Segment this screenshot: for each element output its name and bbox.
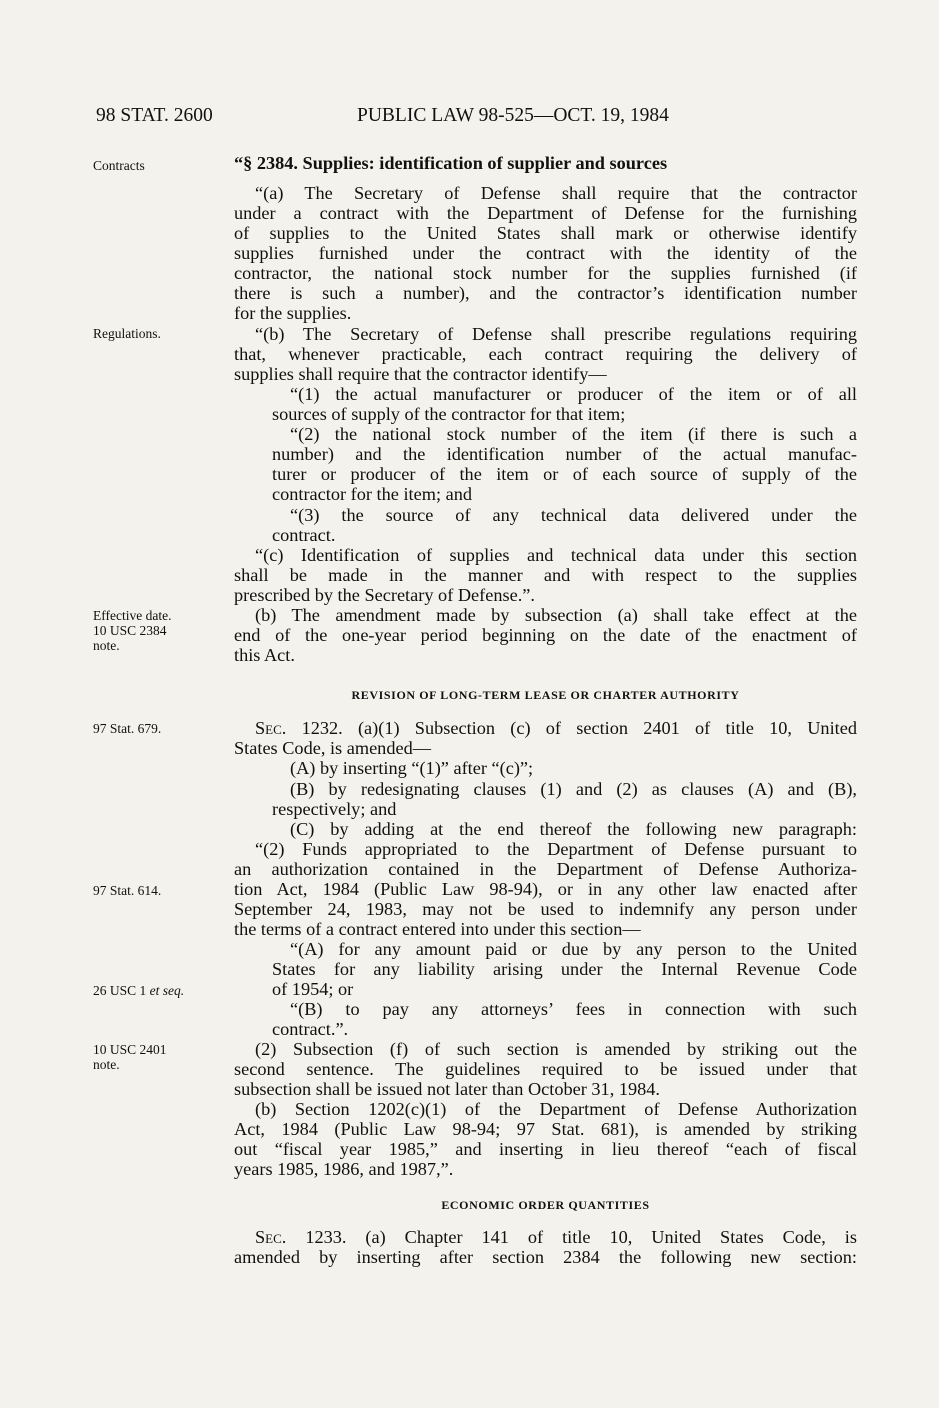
text-line: (B) by redesignating clauses (1) and (2) as clauses (A) and (B),	[290, 779, 857, 799]
text-line: amended by inserting after section 2384 the following new section:	[234, 1247, 857, 1267]
heading-revision-lease: REVISION OF LONG-TERM LEASE OR CHARTER AUTHORITY	[351, 688, 740, 702]
text-line: of 1954; or	[272, 979, 354, 999]
text-line: respectively; and	[272, 799, 397, 819]
text-line: under a contract with the Department of Defense for the furnishing	[234, 203, 857, 223]
text-line: supplies furnished under the contract with the identity of the	[234, 243, 857, 263]
text-line: “(3) the source of any technical data delivered under the	[290, 505, 857, 525]
text-line: “(A) for any amount paid or due by any person to the United	[290, 939, 857, 959]
text-line: “(a) The Secretary of Defense shall require that the contractor	[255, 183, 857, 203]
margin-note-line: note.	[93, 638, 120, 653]
margin-note-line: Effective date.	[93, 608, 172, 623]
text-line: “(2) the national stock number of the item (if there is such a	[290, 424, 857, 444]
text-line: out “fiscal year 1985,” and inserting in lieu thereof “each of fiscal	[234, 1139, 857, 1159]
text-line: there is such a number), and the contractor’s identification number	[234, 283, 857, 303]
margin-note-contracts: Contracts	[93, 158, 145, 173]
text-line: second sentence. The guidelines required to be issued under that	[234, 1059, 857, 1079]
text-line: “(2) Funds appropriated to the Department of Defense pursuant to	[255, 839, 857, 859]
margin-note-italic: et seq.	[149, 983, 185, 998]
text-line: “(1) the actual manufacturer or producer of the item or of all	[290, 384, 857, 404]
margin-note-line: note.	[93, 1057, 120, 1072]
text-line: years 1985, 1986, and 1987,”.	[234, 1159, 454, 1179]
text-line: Act, 1984 (Public Law 98-94; 97 Stat. 681), is amended by striking	[234, 1119, 857, 1139]
margin-note-line: 10 USC 2401	[93, 1042, 167, 1057]
text-line: prescribed by the Secretary of Defense.”.	[234, 585, 535, 605]
margin-note-97-stat-614: 97 Stat. 614.	[93, 883, 162, 898]
page-header-right: PUBLIC LAW 98-525—OCT. 19, 1984	[357, 105, 669, 126]
heading-economic-order-quantities: ECONOMIC ORDER QUANTITIES	[441, 1198, 650, 1212]
text-line: tion Act, 1984 (Public Law 98-94), or in any other law enacted after	[234, 879, 857, 899]
text-line: of supplies to the United States shall mark or otherwise identify	[234, 223, 857, 243]
margin-note-part: 26 USC 1	[93, 983, 150, 998]
text-line: “(c) Identification of supplies and technical data under this section	[255, 545, 857, 565]
text-line: (A) by inserting “(1)” after “(c)”;	[290, 758, 534, 778]
text-line: September 24, 1983, may not be used to indemnify any person under	[234, 899, 857, 919]
text-line: the terms of a contract entered into under this section—	[234, 919, 641, 939]
page-header-left: 98 STAT. 2600	[96, 105, 213, 126]
text-line	[255, 718, 857, 738]
text-line: supplies shall require that the contractor identify—	[234, 364, 607, 384]
text-line: States Code, is amended—	[234, 738, 431, 758]
text-line: shall be made in the manner and with respect to the supplies	[234, 565, 857, 585]
section-heading: “§ 2384. Supplies: identification of supplier and sources	[234, 153, 668, 173]
text-line: subsection shall be issued not later than October 31, 1984.	[234, 1079, 660, 1099]
text-line: end of the one-year period beginning on the date of the enactment of	[234, 625, 857, 645]
text-line: (b) The amendment made by subsection (a) shall take effect at the	[255, 605, 857, 625]
text-line: number) and the identification number of the actual manufac-	[272, 444, 857, 464]
text-line: contract.”.	[272, 1019, 349, 1039]
text-line: for the supplies.	[234, 303, 352, 323]
text-line: this Act.	[234, 645, 295, 665]
text-line: contractor for the item; and	[272, 484, 472, 504]
margin-note-effective-date	[93, 608, 221, 653]
margin-note-26-usc	[93, 983, 221, 998]
margin-note-97-stat-679: 97 Stat. 679.	[93, 721, 162, 736]
text-line: “(B) to pay any attorneys’ fees in connection with such	[290, 999, 857, 1019]
text-line: an authorization contained in the Department of Defense Authoriza-	[234, 859, 857, 879]
text-line: (b) Section 1202(c)(1) of the Department of Defense Authorization	[255, 1099, 857, 1119]
sec-label: Sec.	[255, 718, 287, 738]
text-line: that, whenever practicable, each contract requiring the delivery of	[234, 344, 857, 364]
text-line: (C) by adding at the end thereof the following new paragraph:	[290, 819, 857, 839]
margin-note-10-usc-2401	[93, 1042, 221, 1072]
text-line: “(b) The Secretary of Defense shall prescribe regulations requiring	[255, 324, 857, 344]
text-line: sources of supply of the contractor for that item;	[272, 404, 626, 424]
text-line: contract.	[272, 525, 336, 545]
margin-note-line: 10 USC 2384	[93, 623, 167, 638]
text-line-content: 1232. (a)(1) Subsection (c) of section 2401 of title 10, United	[301, 718, 857, 738]
text-line: States for any liability arising under the Internal Revenue Code	[272, 959, 857, 979]
sec-label: Sec.	[255, 1227, 287, 1247]
text-line-content: 1233. (a) Chapter 141 of title 10, United States Code, is	[305, 1227, 857, 1247]
margin-note-regulations: Regulations.	[93, 326, 161, 341]
text-line: turer or producer of the item or of each source of supply of the	[272, 464, 857, 484]
text-line: contractor, the national stock number for the supplies furnished (if	[234, 263, 857, 283]
text-line	[255, 1227, 857, 1247]
text-line: (2) Subsection (f) of such section is amended by striking out the	[255, 1039, 857, 1059]
